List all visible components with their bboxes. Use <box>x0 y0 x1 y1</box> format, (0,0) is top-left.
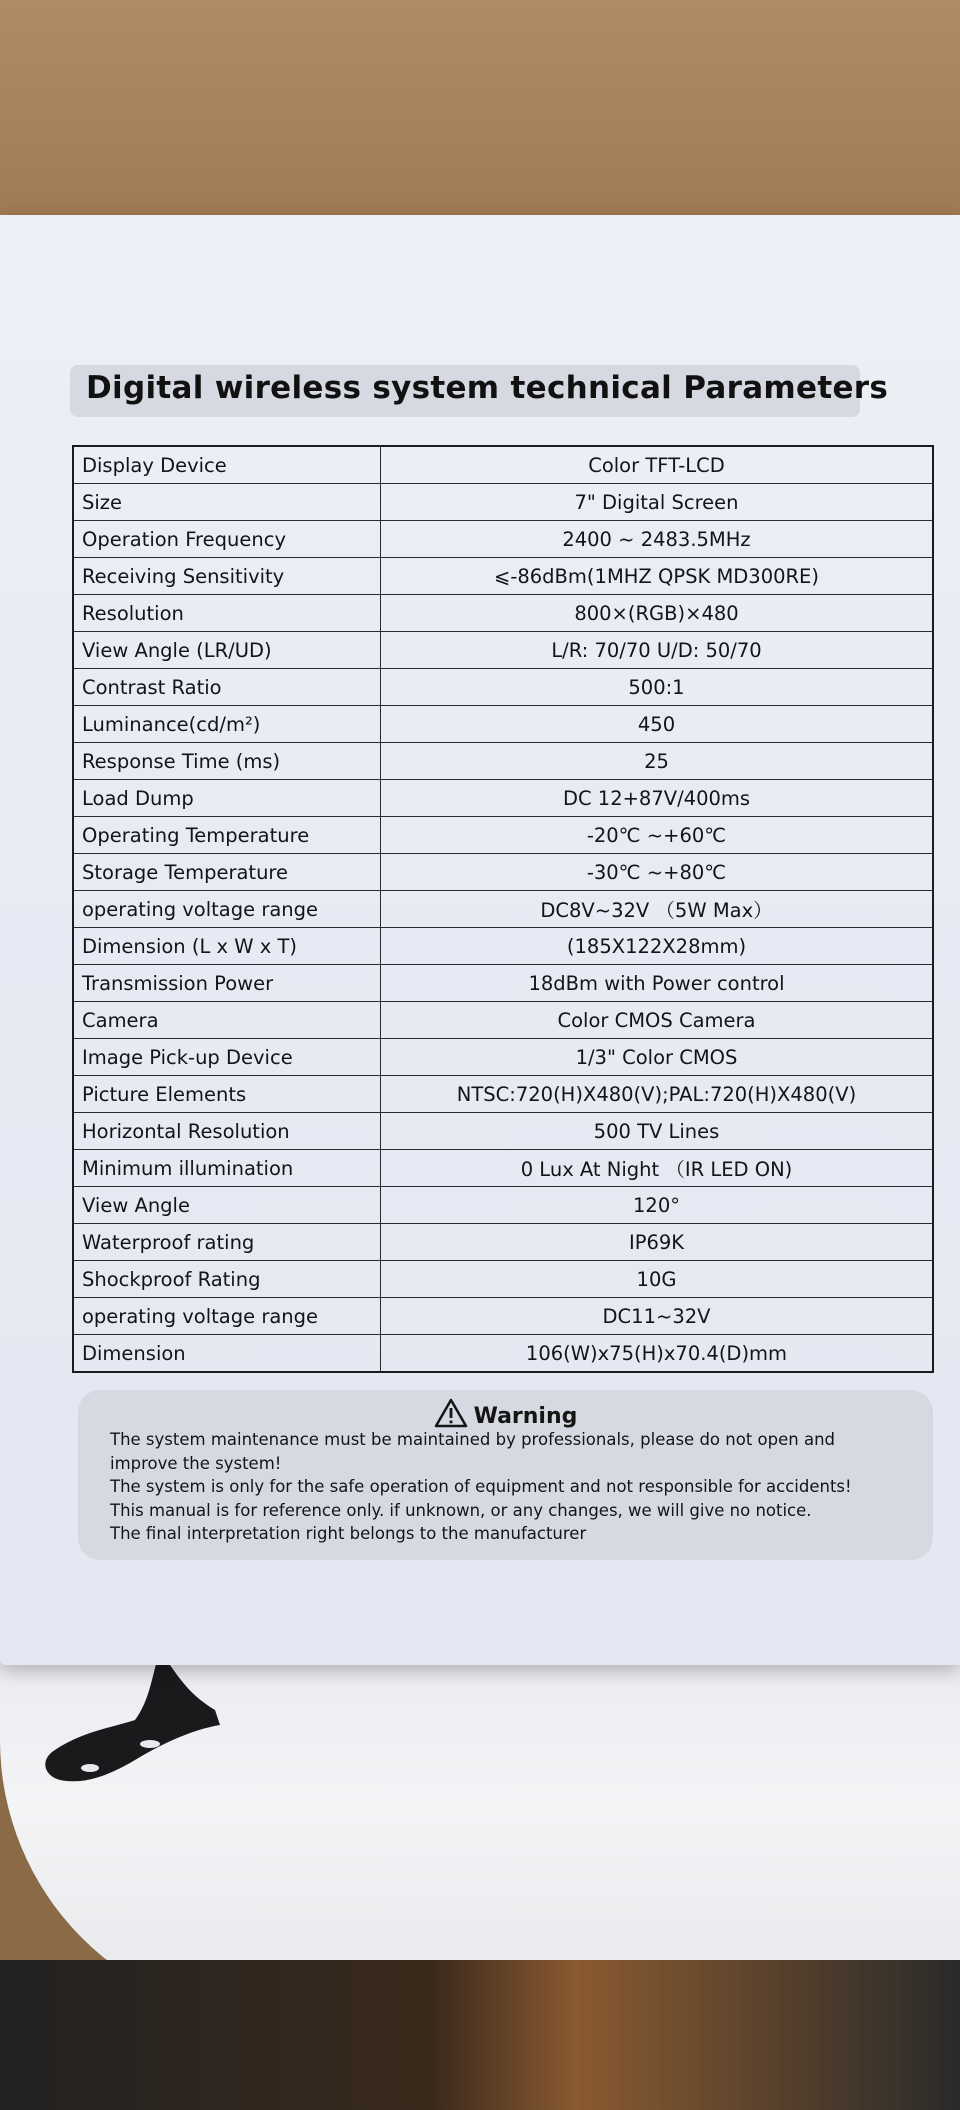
spec-row <box>73 706 933 743</box>
spec-row <box>73 1298 933 1335</box>
spec-parameter-name: Luminance(cd/m²) <box>73 706 381 743</box>
warning-line: The system is only for the safe operation of equipment and not responsible for accidents! <box>110 1477 852 1496</box>
spec-row <box>73 1039 933 1076</box>
spec-parameter-name: Waterproof rating <box>73 1224 381 1261</box>
spec-row <box>73 484 933 521</box>
spec-parameter-name: operating voltage range <box>73 1298 381 1335</box>
spec-row <box>73 965 933 1002</box>
spec-row <box>73 1076 933 1113</box>
floor-background <box>0 1960 960 2110</box>
spec-parameter-value: 500:1 <box>381 669 934 706</box>
spec-parameter-name: Size <box>73 484 381 521</box>
spec-parameter-value: (185X122X28mm) <box>381 928 934 965</box>
spec-row <box>73 1002 933 1039</box>
spec-parameter-name: View Angle <box>73 1187 381 1224</box>
spec-parameter-name: Camera <box>73 1002 381 1039</box>
spec-parameter-value: 25 <box>381 743 934 780</box>
camera-mount-bracket <box>40 1650 240 1810</box>
spec-parameter-value: 120° <box>381 1187 934 1224</box>
spec-parameter-value: ⩽-86dBm(1MHZ QPSK MD300RE) <box>381 558 934 595</box>
warning-line: This manual is for reference only. if unknown, or any changes, we will give no notice. <box>110 1500 812 1520</box>
spec-row <box>73 632 933 669</box>
spec-parameter-value: DC11~32V <box>381 1298 934 1335</box>
spec-parameter-value: Color CMOS Camera <box>381 1002 934 1039</box>
spec-parameter-value: 10G <box>381 1261 934 1298</box>
spec-row <box>73 1113 933 1150</box>
spec-parameter-name: operating voltage range <box>73 891 381 928</box>
spec-parameter-name: View Angle (LR/UD) <box>73 632 381 669</box>
spec-parameter-value: -20℃ ~+60℃ <box>381 817 934 854</box>
spec-parameter-value: L/R: 70/70 U/D: 50/70 <box>381 632 934 669</box>
spec-row <box>73 817 933 854</box>
warning-line: improve the system! <box>110 1453 282 1473</box>
spec-parameter-value: 106(W)x75(H)x70.4(D)mm <box>381 1335 934 1373</box>
spec-parameter-name: Receiving Sensitivity <box>73 558 381 595</box>
warning-box <box>78 1390 933 1560</box>
spec-parameter-value: -30℃ ~+80℃ <box>381 854 934 891</box>
spec-parameter-value: 0 Lux At Night （IR LED ON) <box>381 1150 934 1187</box>
spec-parameter-name: Contrast Ratio <box>73 669 381 706</box>
spec-parameter-value: DC8V~32V （5W Max） <box>381 891 934 928</box>
spec-parameter-name: Minimum illumination <box>73 1150 381 1187</box>
document-title: Digital wireless system technical Parameters <box>86 370 889 406</box>
warning-heading <box>78 1398 933 1429</box>
spec-row <box>73 446 933 484</box>
spec-row <box>73 558 933 595</box>
spec-row <box>73 669 933 706</box>
spec-parameter-value: 1/3" Color CMOS <box>381 1039 934 1076</box>
spec-parameter-name: Response Time (ms) <box>73 743 381 780</box>
spec-row <box>73 1150 933 1187</box>
spec-row <box>73 1224 933 1261</box>
warning-heading-text: Warning <box>473 1404 578 1429</box>
warning-line: The final interpretation right belongs to the manufacturer <box>110 1524 587 1543</box>
spec-parameter-value: Color TFT-LCD <box>381 446 934 484</box>
warning-line: The system maintenance must be maintained by professionals, please do not open and <box>110 1430 836 1449</box>
spec-parameter-value: 7" Digital Screen <box>381 484 934 521</box>
spec-parameter-value: 18dBm with Power control <box>381 965 934 1002</box>
spec-parameter-name: Storage Temperature <box>73 854 381 891</box>
spec-parameter-name: Picture Elements <box>73 1076 381 1113</box>
spec-parameter-name: Operating Temperature <box>73 817 381 854</box>
spec-row <box>73 743 933 780</box>
spec-parameter-value: NTSC:720(H)X480(V);PAL:720(H)X480(V) <box>381 1076 934 1113</box>
spec-parameter-value: DC 12+87V/400ms <box>381 780 934 817</box>
spec-row <box>73 1261 933 1298</box>
spec-parameter-name: Operation Frequency <box>73 521 381 558</box>
spec-parameter-name: Transmission Power <box>73 965 381 1002</box>
spec-row <box>73 521 933 558</box>
spec-parameter-name: Horizontal Resolution <box>73 1113 381 1150</box>
spec-parameter-name: Resolution <box>73 595 381 632</box>
spec-parameter-value: 2400 ~ 2483.5MHz <box>381 521 934 558</box>
spec-parameter-value: 800×(RGB)×480 <box>381 595 934 632</box>
spec-row <box>73 595 933 632</box>
spec-row <box>73 1187 933 1224</box>
spec-parameter-name: Display Device <box>73 446 381 484</box>
spec-parameter-value: 500 TV Lines <box>381 1113 934 1150</box>
spec-parameter-value: 450 <box>381 706 934 743</box>
spec-parameter-value: IP69K <box>381 1224 934 1261</box>
spec-parameter-name: Dimension (L x W x T) <box>73 928 381 965</box>
spec-parameter-name: Load Dump <box>73 780 381 817</box>
spec-parameter-name: Dimension <box>73 1335 381 1373</box>
spec-table-body <box>73 446 933 1372</box>
spec-table <box>72 445 934 1373</box>
warning-text <box>110 1428 930 1546</box>
spec-row <box>73 780 933 817</box>
warning-triangle-icon <box>434 1398 468 1428</box>
spec-parameter-name: Image Pick-up Device <box>73 1039 381 1076</box>
spec-row <box>73 1335 933 1373</box>
spec-parameter-name: Shockproof Rating <box>73 1261 381 1298</box>
spec-row <box>73 854 933 891</box>
spec-row <box>73 928 933 965</box>
spec-row <box>73 891 933 928</box>
